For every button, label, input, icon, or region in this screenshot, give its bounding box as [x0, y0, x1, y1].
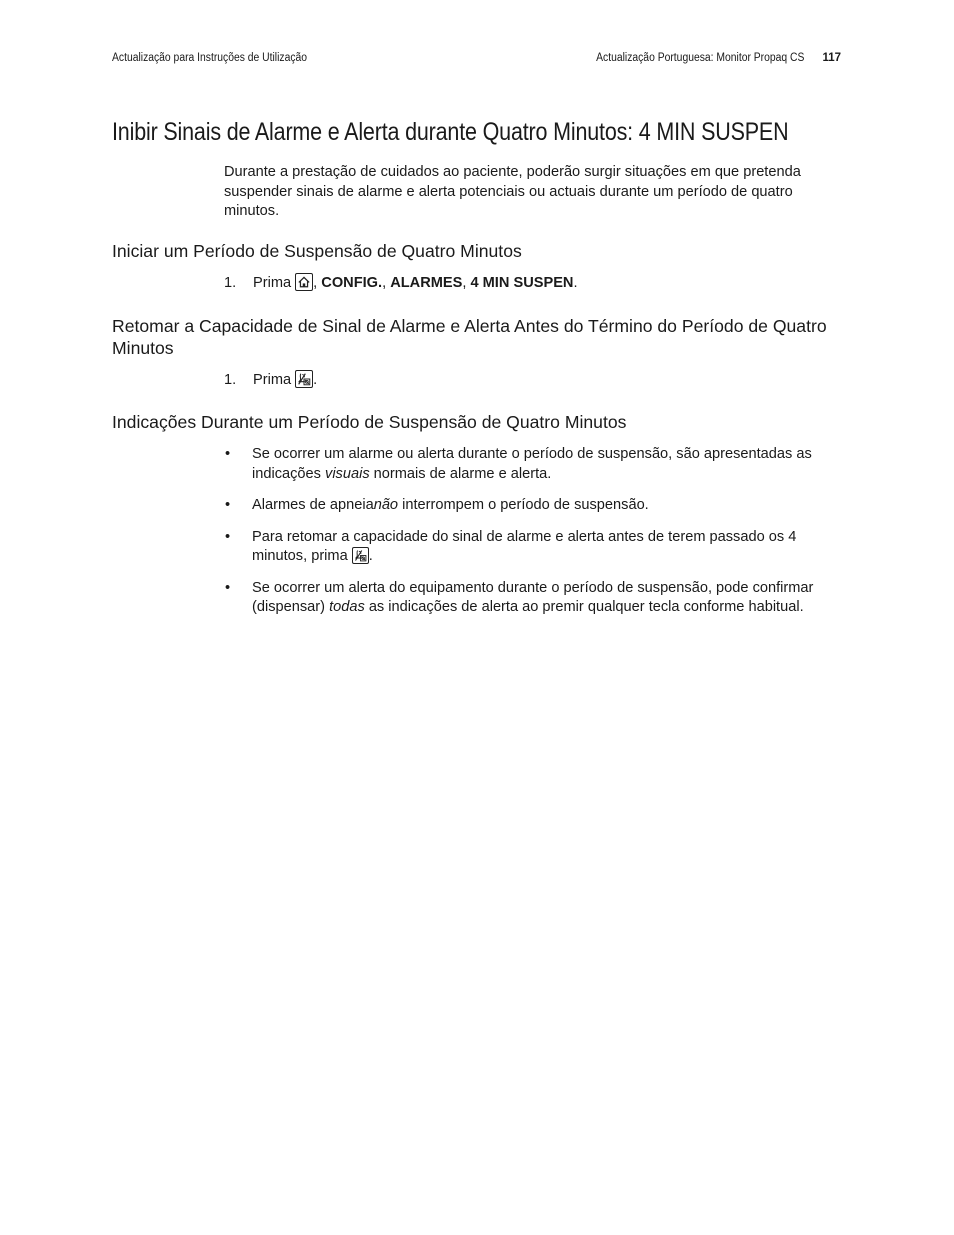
step-separator: ,	[462, 275, 471, 291]
step-separator: ,	[313, 275, 322, 291]
bullet-text: normais de alarme e alerta.	[369, 465, 552, 482]
header-document-title: Actualização Portuguesa: Monitor Propaq CS	[596, 52, 805, 64]
bullet-text: Se ocorrer um alarme ou alerta durante o período de suspensão, são apresentadas as indicações	[252, 446, 812, 482]
bullet-emphasis: visuais	[325, 465, 370, 482]
bullet-emphasis: não	[373, 497, 399, 513]
step-number: 1.	[224, 372, 237, 388]
home-icon	[295, 273, 313, 291]
page-title: Inibir Sinais de Alarme e Alerta durante Quatro Minutos: 4 MIN SUSPEN	[112, 118, 789, 146]
bullet-emphasis: todas	[329, 599, 365, 615]
step-text: Prima	[253, 372, 292, 388]
indications-list	[224, 445, 844, 618]
list-item	[224, 528, 844, 567]
bullet-text: Se ocorrer um alerta do equipamento durante o período de suspensão, pode confirmar (dispensar)	[252, 579, 814, 615]
step-end: .	[573, 275, 578, 291]
running-header	[112, 52, 841, 70]
keyword-config: CONFIG.	[321, 275, 383, 291]
section-heading-indications: Indicações Durante um Período de Suspensão de Quatro Minutos	[112, 412, 627, 432]
step-start-suspension	[224, 273, 578, 293]
section-heading-start-suspension: Iniciar um Período de Suspensão de Quatro Minutos	[112, 241, 522, 261]
step-separator: ,	[382, 275, 391, 291]
step-text: Prima	[253, 275, 292, 291]
bullet-text: Alarmes de apneia	[252, 497, 374, 513]
step-resume-alarms	[224, 370, 317, 390]
alarm-suspend-icon	[295, 370, 313, 388]
bullet-text: interrompem o período de suspensão.	[398, 497, 649, 513]
bullet-text: .	[368, 548, 373, 564]
keyword-alarmes: ALARMES	[390, 275, 463, 291]
keyword-4-min-suspen: 4 MIN SUSPEN	[470, 275, 574, 291]
step-number: 1.	[224, 275, 237, 291]
header-right	[573, 52, 841, 64]
section-heading-resume-alarms: Retomar a Capacidade de Sinal de Alarme e Alerta Antes do Término do Período de Quatro Minutos	[112, 316, 827, 358]
step-end: .	[313, 372, 318, 388]
bullet-text: Para retomar a capacidade do sinal de alarme e alerta antes de terem passado os 4 minutos, prima	[252, 528, 797, 564]
alarm-suspend-icon	[352, 547, 369, 564]
intro-paragraph: Durante a prestação de cuidados ao paciente, poderão surgir situações em que pretenda suspender sinais de alarme e alerta potenciais ou actuais durante um período de quatro minutos.	[224, 164, 801, 219]
page-number: 117	[822, 52, 841, 64]
list-item	[224, 445, 844, 484]
list-item	[224, 579, 844, 618]
bullet-text: as indicações de alerta ao premir qualquer tecla conforme habitual.	[364, 599, 804, 615]
list-item	[224, 496, 844, 516]
header-left: Actualização para Instruções de Utilização	[112, 52, 308, 64]
